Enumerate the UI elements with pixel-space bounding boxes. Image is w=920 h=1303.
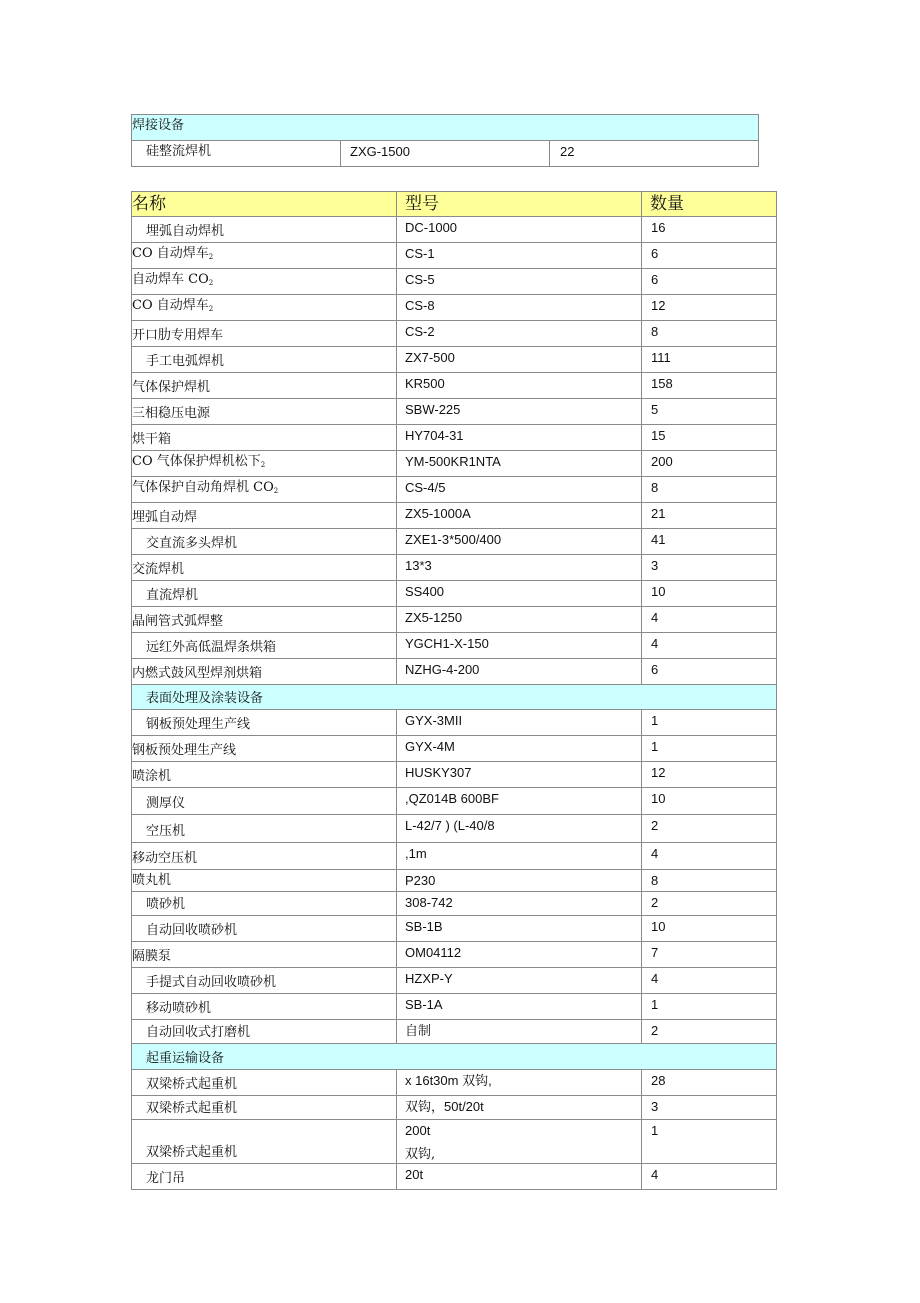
table-row bbox=[132, 659, 777, 685]
name-cell bbox=[132, 736, 397, 762]
subscript-text: 2 bbox=[260, 461, 266, 469]
name-cell bbox=[132, 607, 397, 633]
model-text: 200t bbox=[405, 1123, 431, 1138]
section-title: 表面处理及涂装设备 bbox=[132, 685, 777, 710]
model-text: 308-742 bbox=[405, 895, 453, 910]
header-qty: 数量 bbox=[642, 192, 777, 217]
name-text: 内燃式鼓风型焊剂烘箱 bbox=[132, 666, 263, 681]
qty-cell: 2 bbox=[642, 815, 777, 843]
table-row bbox=[132, 451, 777, 477]
table-row bbox=[132, 217, 777, 243]
qty-cell: 12 bbox=[642, 295, 777, 321]
name-text: CO 自动焊车 bbox=[132, 298, 209, 313]
table-row bbox=[132, 788, 777, 815]
table-row bbox=[132, 425, 777, 451]
qty-cell: 3 bbox=[642, 555, 777, 581]
qty-cell: 8 bbox=[642, 321, 777, 347]
name-text: 直流焊机 bbox=[146, 588, 199, 603]
model-cell bbox=[397, 942, 642, 968]
model-text: CS-4/5 bbox=[405, 480, 446, 495]
table-row bbox=[132, 762, 777, 788]
model-text: GYX-3MII bbox=[405, 713, 463, 728]
name-text: 自动回收式打磨机 bbox=[146, 1025, 251, 1040]
table-row bbox=[132, 633, 777, 659]
name-cell bbox=[132, 892, 397, 916]
table-row bbox=[132, 529, 777, 555]
qty-cell: 111 bbox=[642, 347, 777, 373]
section-row bbox=[132, 685, 777, 710]
qty-cell: 6 bbox=[642, 243, 777, 269]
model-text: OM04112 bbox=[405, 945, 462, 960]
qty-cell: 1 bbox=[642, 1120, 777, 1164]
qty-cell: 12 bbox=[642, 762, 777, 788]
model-cell bbox=[397, 843, 642, 870]
name-text: 测厚仪 bbox=[146, 796, 186, 811]
qty-cell: 7 bbox=[642, 942, 777, 968]
name-cell bbox=[132, 916, 397, 942]
model-text: GYX-4M bbox=[405, 739, 455, 754]
lifting-equipment-rows bbox=[132, 1070, 777, 1190]
model-cell bbox=[397, 243, 642, 269]
table-row bbox=[132, 968, 777, 994]
model-text: DC-1000 bbox=[405, 220, 458, 235]
name-text: CO 自动焊车 bbox=[132, 246, 209, 261]
table-row bbox=[132, 477, 777, 503]
model-text: SBW-225 bbox=[405, 402, 461, 417]
table-row bbox=[132, 994, 777, 1020]
name-cell bbox=[132, 555, 397, 581]
table-row bbox=[132, 1164, 777, 1190]
name-cell bbox=[132, 1020, 397, 1044]
qty-cell: 1 bbox=[642, 994, 777, 1020]
table-row bbox=[132, 269, 777, 295]
qty-cell: 6 bbox=[642, 659, 777, 685]
model-cell bbox=[397, 892, 642, 916]
name-text: 晶闸管式弧焊整 bbox=[132, 614, 224, 629]
table-row bbox=[132, 373, 777, 399]
model-text: L-42/7 ) (L-40/8 bbox=[405, 818, 495, 833]
qty-cell: 8 bbox=[642, 870, 777, 892]
name-text: 三相稳压电源 bbox=[132, 406, 211, 421]
name-text: 交流焊机 bbox=[132, 562, 185, 577]
subscript-text: 2 bbox=[273, 487, 279, 495]
name-text: 喷涂机 bbox=[132, 769, 172, 784]
qty-cell: 4 bbox=[642, 607, 777, 633]
model-cell bbox=[397, 373, 642, 399]
model-text: ,1m bbox=[405, 846, 427, 861]
name-text: 喷丸机 bbox=[132, 873, 172, 888]
table-row bbox=[132, 892, 777, 916]
model-cell bbox=[397, 1120, 642, 1164]
model-cell bbox=[397, 503, 642, 529]
model-cell bbox=[397, 217, 642, 243]
table-row bbox=[132, 1096, 777, 1120]
name-cell bbox=[132, 373, 397, 399]
name-cell bbox=[132, 295, 397, 321]
table-row bbox=[132, 736, 777, 762]
name-cell bbox=[132, 1096, 397, 1120]
table-row bbox=[132, 141, 759, 167]
table-row bbox=[132, 843, 777, 870]
model-cell bbox=[397, 762, 642, 788]
name-text: 龙门吊 bbox=[146, 1171, 186, 1186]
equipment-table-2 bbox=[131, 191, 777, 1190]
model-text: CS-5 bbox=[405, 272, 435, 287]
name-text: 埋弧自动焊机 bbox=[146, 224, 225, 239]
qty-cell: 21 bbox=[642, 503, 777, 529]
name-text: 移动喷砂机 bbox=[146, 1001, 212, 1016]
name-cell bbox=[132, 269, 397, 295]
name-text: 开口肋专用焊车 bbox=[132, 328, 224, 343]
qty-cell: 15 bbox=[642, 425, 777, 451]
qty-cell: 41 bbox=[642, 529, 777, 555]
name-cell: 硅整流焊机 bbox=[132, 141, 341, 167]
qty-cell: 22 bbox=[550, 141, 759, 167]
name-text: CO 气体保护焊机松下 bbox=[132, 454, 261, 469]
model-text: ZXE1-3*500/400 bbox=[405, 532, 502, 547]
name-cell bbox=[132, 942, 397, 968]
name-cell bbox=[132, 870, 397, 892]
qty-cell: 1 bbox=[642, 710, 777, 736]
name-text: 气体保护自动角焊机 CO bbox=[132, 480, 274, 495]
name-text: 隔膜泵 bbox=[132, 949, 172, 964]
section-row bbox=[132, 115, 759, 141]
name-text: 远红外高低温焊条烘箱 bbox=[146, 640, 277, 655]
qty-cell: 4 bbox=[642, 633, 777, 659]
name-cell bbox=[132, 503, 397, 529]
model-text: P230 bbox=[405, 873, 436, 888]
qty-cell: 8 bbox=[642, 477, 777, 503]
qty-cell: 16 bbox=[642, 217, 777, 243]
qty-cell: 4 bbox=[642, 1164, 777, 1190]
name-text: 烘干箱 bbox=[132, 432, 172, 447]
name-cell bbox=[132, 477, 397, 503]
qty-cell: 4 bbox=[642, 843, 777, 870]
name-cell bbox=[132, 1120, 397, 1164]
name-text: 自动焊车 CO bbox=[132, 272, 209, 287]
model-cell bbox=[397, 529, 642, 555]
model-cell bbox=[397, 477, 642, 503]
section-row bbox=[132, 1044, 777, 1070]
name-cell bbox=[132, 347, 397, 373]
name-text: 埋弧自动焊 bbox=[132, 510, 198, 525]
model-text: 双钩，50t/20t bbox=[405, 1099, 484, 1114]
table-row bbox=[132, 916, 777, 942]
welding-rows bbox=[132, 217, 777, 685]
model-cell bbox=[397, 633, 642, 659]
table-row bbox=[132, 399, 777, 425]
name-cell bbox=[132, 710, 397, 736]
table-row bbox=[132, 581, 777, 607]
subscript-text: 2 bbox=[208, 305, 214, 313]
model-text: CS-2 bbox=[405, 324, 435, 339]
name-cell bbox=[132, 659, 397, 685]
qty-cell: 200 bbox=[642, 451, 777, 477]
model-cell bbox=[397, 555, 642, 581]
name-cell bbox=[132, 217, 397, 243]
name-text: 双梁桥式起重机 bbox=[146, 1077, 238, 1092]
model-cell bbox=[397, 916, 642, 942]
model-cell bbox=[397, 451, 642, 477]
table-row bbox=[132, 347, 777, 373]
name-cell bbox=[132, 994, 397, 1020]
model-text: ZX7-500 bbox=[405, 350, 455, 365]
model-text: x 16t30m 双钩, bbox=[405, 1073, 492, 1088]
qty-cell: 6 bbox=[642, 269, 777, 295]
model-text: NZHG-4-200 bbox=[405, 662, 480, 677]
qty-cell: 28 bbox=[642, 1070, 777, 1096]
name-text: 钢板预处理生产线 bbox=[146, 717, 251, 732]
name-cell bbox=[132, 815, 397, 843]
table-row bbox=[132, 942, 777, 968]
name-cell bbox=[132, 581, 397, 607]
qty-cell: 10 bbox=[642, 916, 777, 942]
table-row bbox=[132, 1070, 777, 1096]
model-cell bbox=[397, 1096, 642, 1120]
model-cell bbox=[397, 581, 642, 607]
model-text: KR500 bbox=[405, 376, 445, 391]
header-name: 名称 bbox=[132, 192, 397, 217]
name-text: 手工电弧焊机 bbox=[146, 354, 225, 369]
qty-cell: 2 bbox=[642, 1020, 777, 1044]
model-text: 13*3 bbox=[405, 558, 432, 573]
model-text: 20t bbox=[405, 1167, 424, 1182]
name-cell bbox=[132, 321, 397, 347]
model-cell bbox=[397, 736, 642, 762]
name-cell bbox=[132, 1164, 397, 1190]
name-text: 气体保护焊机 bbox=[132, 380, 211, 395]
name-text: 双梁桥式起重机 bbox=[146, 1101, 238, 1116]
model-cell bbox=[397, 994, 642, 1020]
header-model: 型号 bbox=[397, 192, 642, 217]
model-text: CS-1 bbox=[405, 246, 435, 261]
model-cell bbox=[397, 269, 642, 295]
model-cell bbox=[397, 1070, 642, 1096]
qty-cell: 1 bbox=[642, 736, 777, 762]
name-text: 喷砂机 bbox=[146, 897, 186, 912]
name-cell bbox=[132, 788, 397, 815]
qty-cell: 3 bbox=[642, 1096, 777, 1120]
model-cell bbox=[397, 968, 642, 994]
subscript-text: 2 bbox=[208, 253, 214, 261]
name-cell bbox=[132, 762, 397, 788]
qty-cell: 4 bbox=[642, 968, 777, 994]
table-row bbox=[132, 815, 777, 843]
table-row bbox=[132, 710, 777, 736]
name-text: 自动回收喷砂机 bbox=[146, 923, 238, 938]
model-text: YM-500KR1NTA bbox=[405, 454, 501, 469]
name-text: 移动空压机 bbox=[132, 851, 198, 866]
model-text: ,QZ014B 600BF bbox=[405, 791, 499, 806]
table-row bbox=[132, 1020, 777, 1044]
table-row bbox=[132, 607, 777, 633]
section-title: 焊接设备 bbox=[132, 115, 759, 141]
table-row bbox=[132, 555, 777, 581]
header-row bbox=[132, 192, 777, 217]
surface-treatment-rows bbox=[132, 710, 777, 1044]
qty-cell: 2 bbox=[642, 892, 777, 916]
name-text: 双梁桥式起重机 bbox=[146, 1145, 238, 1160]
model-cell bbox=[397, 710, 642, 736]
name-cell bbox=[132, 399, 397, 425]
model-cell bbox=[397, 1020, 642, 1044]
qty-cell: 5 bbox=[642, 399, 777, 425]
table-row bbox=[132, 243, 777, 269]
name-text: 手提式自动回收喷砂机 bbox=[146, 975, 277, 990]
model-text: 自制 bbox=[405, 1023, 432, 1038]
model-cell bbox=[397, 425, 642, 451]
subscript-text: 2 bbox=[208, 279, 214, 287]
table-row bbox=[132, 321, 777, 347]
name-cell bbox=[132, 529, 397, 555]
table-row bbox=[132, 503, 777, 529]
model-cell bbox=[397, 1164, 642, 1190]
name-text: 钢板预处理生产线 bbox=[132, 743, 237, 758]
model-cell bbox=[397, 607, 642, 633]
model-cell bbox=[397, 295, 642, 321]
model-cell bbox=[397, 659, 642, 685]
table-row bbox=[132, 870, 777, 892]
model-cell bbox=[397, 399, 642, 425]
name-text: 空压机 bbox=[146, 824, 186, 839]
section-title: 起重运输设备 bbox=[132, 1044, 777, 1070]
model-text: ZX5-1250 bbox=[405, 610, 463, 625]
name-cell bbox=[132, 451, 397, 477]
model-cell bbox=[397, 321, 642, 347]
model-text: CS-8 bbox=[405, 298, 435, 313]
equipment-table-1 bbox=[131, 114, 759, 167]
model-cell: ZXG-1500 bbox=[341, 141, 550, 167]
name-text: 交直流多头焊机 bbox=[146, 536, 238, 551]
table-row bbox=[132, 295, 777, 321]
name-cell bbox=[132, 633, 397, 659]
model-text: HZXP-Y bbox=[405, 971, 453, 986]
model-text: HY704-31 bbox=[405, 428, 464, 443]
model-cell bbox=[397, 815, 642, 843]
model-cell bbox=[397, 347, 642, 373]
name-cell bbox=[132, 1070, 397, 1096]
table-row bbox=[132, 1120, 777, 1164]
name-cell bbox=[132, 843, 397, 870]
qty-cell: 158 bbox=[642, 373, 777, 399]
name-cell bbox=[132, 243, 397, 269]
model-text: HUSKY307 bbox=[405, 765, 472, 780]
model-text: SB-1B bbox=[405, 919, 443, 934]
qty-cell: 10 bbox=[642, 788, 777, 815]
model-cell bbox=[397, 870, 642, 892]
qty-cell: 10 bbox=[642, 581, 777, 607]
model-text-line2: 双钩, bbox=[405, 1147, 436, 1162]
model-text: ZX5-1000A bbox=[405, 506, 471, 521]
model-text: YGCH1-X-150 bbox=[405, 636, 489, 651]
name-cell bbox=[132, 425, 397, 451]
name-cell bbox=[132, 968, 397, 994]
model-text: SB-1A bbox=[405, 997, 443, 1012]
model-cell bbox=[397, 788, 642, 815]
model-text: SS400 bbox=[405, 584, 445, 599]
